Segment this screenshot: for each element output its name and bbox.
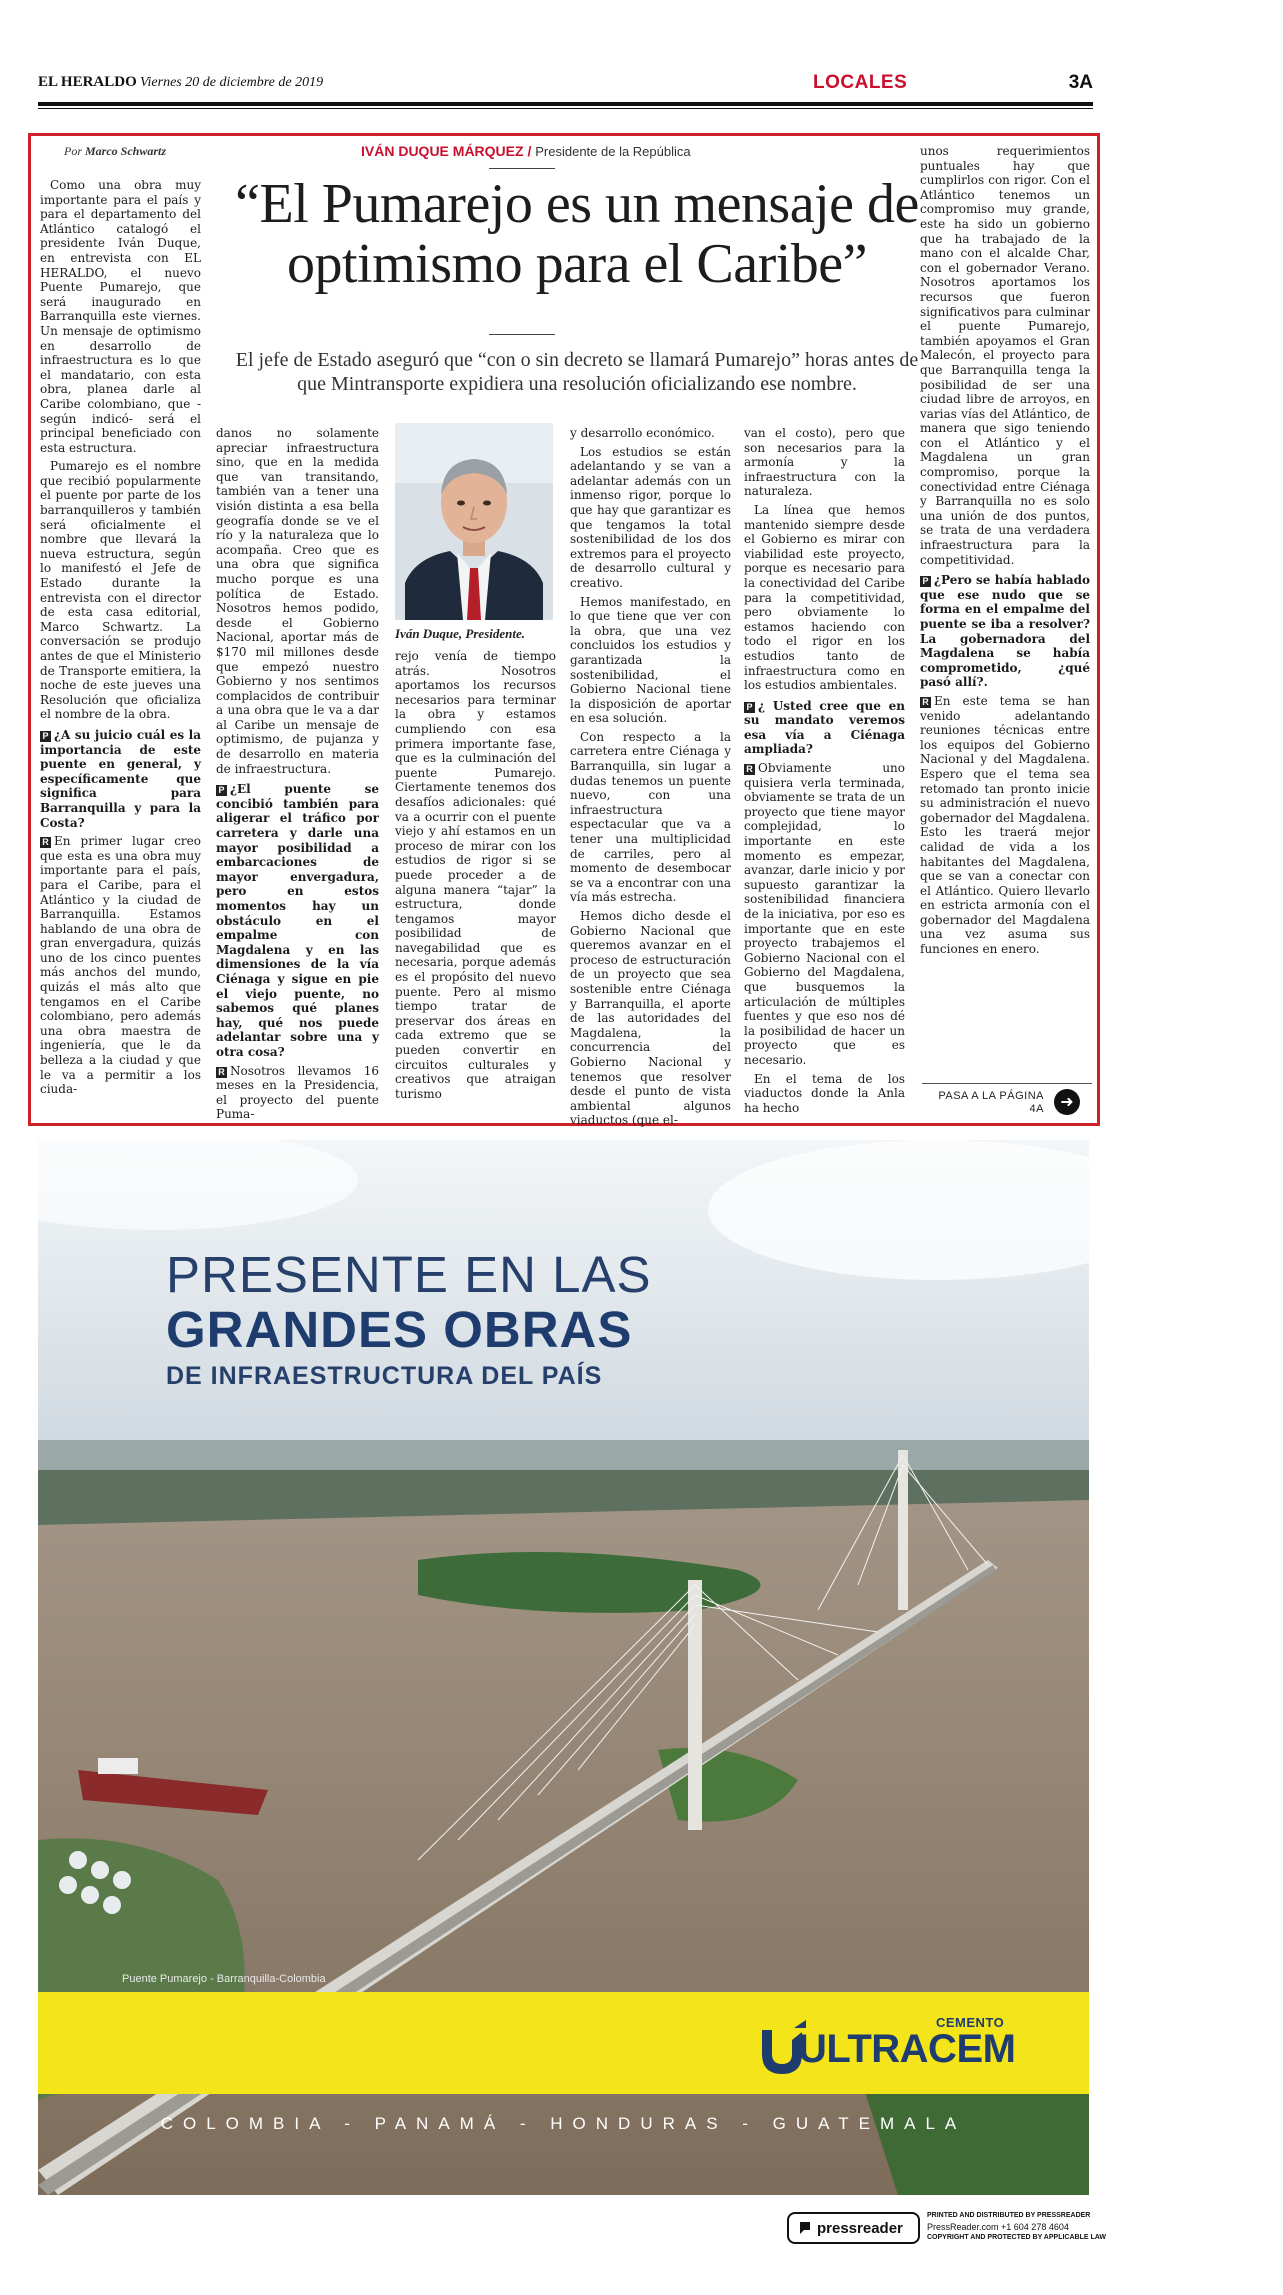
paragraph-text: La línea que hemos mantenido siempre desde el Gobierno es mirar con viabilidad este proyecto, porque es necesario para la conectividad del Caribe para la competitividad, pero obviamente lo estamos haciendo con todo el rigor en los estudios tanto de infraestructura como en los estudios ambientales.: [744, 502, 905, 693]
paragraph-text: Hemos dicho desde el Gobierno Nacional que queremos avanzar en el proceso de estructuración de un proyecto que sea sostenible entre Ciénaga y Barranquilla, el aporte de las autoridades del Magdalena, la concurrencia del Gobierno Nacional y tenemos que resolver desde el punto de vista ambiental algunos viaductos (que el-: [570, 909, 731, 1128]
paragraph-text: Pumarejo es el nombre que recibió popularmente el puente por parte de los barranquilleros y también será oficialmente el nombre que llevará la nueva estructura, según lo manifestó el Jefe de Estado durante la entrevista con el director de esta casa editorial, Marco Schwartz. La conversación se produjo antes de que el Ministerio de Transporte emitiera, la noche de este jueves una Resolución que oficializa el nombre de la obra.: [40, 459, 201, 722]
pressreader-line-3: COPYRIGHT AND PROTECTED BY APPLICABLE LAW: [927, 2234, 1107, 2241]
interview-question: [920, 573, 1090, 690]
portrait-photo: [395, 423, 553, 620]
article-paragraph: [570, 445, 731, 591]
article-column-2: [216, 426, 379, 1122]
article-paragraph: [570, 909, 731, 1128]
pressreader-brand: pressreader: [817, 2220, 903, 2237]
article-paragraph: [570, 595, 731, 726]
interview-question: [744, 699, 905, 757]
article-column-4: [570, 426, 731, 1128]
section-name: LOCALES: [813, 72, 908, 93]
article-paragraph: [216, 1064, 379, 1122]
masthead-rule-thin: [38, 108, 1093, 109]
article-paragraph: [40, 178, 201, 455]
kicker-separator: /: [527, 143, 532, 159]
headline-rule-bottom: [489, 334, 555, 335]
ad-headline-line-2: GRANDES OBRAS: [166, 1301, 633, 1358]
paragraph-text: Como una obra muy importante para el país y para el departamento del Atlántico catalogó el presidente Iván Duque, en entrevista con EL HERALDO, el nuevo Puente Pumarejo, que será inaugurado en Barranquilla este viernes. Un mensaje de optimismo en desarrollo de infraestructura es lo que el mandatario, con esta obra, planea darle al Caribe colombiano, que -según indicó- será el principal beneficiado con esta estructura.: [40, 178, 201, 455]
paragraph-text: Obviamente uno quisiera verla terminada, obviamente se trata de un proyecto que tiene mayor complejidad, lo importante en este momento es empezar, avanzar, darle inicio y por supuesto garantizar la sostenibilidad financiera de la iniciativa, por eso es importante que en este proyecto trabajemos el Gobierno Nacional con el Gobierno del Magdalena, que busquemos la articulación de múltiples fuentes y que eso nos dé la posibilidad de hacer un proyecto que es necesario.: [744, 761, 905, 1067]
article-paragraph: [920, 694, 1090, 957]
portrait-image: [395, 423, 553, 620]
pressreader-icon: [797, 2220, 813, 2236]
headline-rule-top: [489, 168, 555, 169]
article-paragraph: [40, 834, 201, 1097]
article-paragraph: [395, 649, 556, 1101]
pressreader-line-2: PressReader.com +1 604 278 4604: [927, 2222, 1069, 2232]
byline-prefix: Por: [64, 144, 82, 158]
kicker: [361, 143, 691, 159]
paragraph-text: unos requerimientos puntuales hay que cumplirlos con rigor. Con el Atlántico tenemos un compromiso muy grande, este ha sido un gobierno que ha trabajado de la mano con el alcalde Char, con el gobernador Verano. Nosotros aportamos los recursos que fueron significativos para culminar el puente Pumarejo, también apoyamos el Gran Malecón, el proyecto para que Barranquilla tenga la posibilidad de ser una ciudad libre de arroyos, en varias vías del Atlántico, de manera que sigo teniendo con el Atlántico y el Magdalena un gran compromiso, porque la conectividad entre Ciénaga y Barranquilla no es solo una unión de dos puntos, se trata de una verdadera infraestructura para la competitividad.: [920, 144, 1090, 567]
pressreader-line-1: PRINTED AND DISTRIBUTED BY PRESSREADER: [927, 2212, 1091, 2219]
question-marker: P: [216, 785, 227, 796]
arrow-right-icon: ➜: [1054, 1089, 1080, 1115]
question-marker: P: [920, 576, 931, 587]
article-paragraph: [40, 459, 201, 722]
pressreader-logo[interactable]: [787, 2212, 920, 2244]
article-column-6: [920, 144, 1090, 1079]
article-paragraph: [744, 503, 905, 693]
paragraph-text: En el tema de los viaductos donde la Anla ha hecho: [744, 1071, 905, 1115]
article-paragraph: [920, 144, 1090, 567]
ad-photo-caption: Puente Pumarejo - Barranquilla-Colombia: [122, 1973, 326, 1985]
article-paragraph: [216, 426, 379, 776]
jump-text: PASA A LA PÁGINA 4A: [938, 1090, 1044, 1115]
article-paragraph: [744, 426, 905, 499]
answer-marker: R: [744, 764, 755, 775]
paragraph-text: En primer lugar creo que esta es una obra muy importante para el país, para el Caribe, para el Atlántico y la ciudad de Barranquilla. Estamos hablando de una obra de gran envergadura, quizás uno de los cinco puentes más anchos del mundo, quizás el más alto que tengamos en el Caribe colombiano, pero además una obra maestra de ingeniería, que le da belleza a la ciudad y que le va a permitir a los ciuda-: [40, 834, 201, 1097]
issue-date: Viernes 20 de diciembre de 2019: [140, 75, 324, 90]
article-column-3: [395, 649, 556, 1118]
paragraph-text: Con respecto a la carretera entre Ciénaga y Barranquilla, sin lugar a dudas tenemos un puente nuevo, con una infraestructura espectacular que va a tener una multiplicidad de carriles, pero al momento de desembocar se va a encontrar con una vía más estrecha.: [570, 729, 731, 905]
masthead: [38, 72, 1093, 98]
article-paragraph: [744, 1072, 905, 1116]
paragraph-text: Hemos manifestado, en lo que tiene que ver con la obra, que una vez concluidos los estudios y garantizada la sostenibilidad, el Gobierno Nacional tiene la disposición de aportar en esa solución.: [570, 594, 731, 726]
paragraph-text: Nosotros llevamos 16 meses en la Presidencia, el proyecto del puente Puma-: [216, 1063, 379, 1122]
pressreader-footer: [787, 2210, 1107, 2250]
paragraph-text: ¿ Usted cree que en su mandato veremos esa vía a Ciénaga ampliada?: [744, 698, 905, 757]
paragraph-text: Los estudios se están adelantando y se van a adelantar además con un inmenso rigor, porque lo que hay que garantizar es que tengamos la total sostenibilidad de los dos extremos para el proyecto de desarrollo cultural y creativo.: [570, 444, 731, 590]
headline: “El Pumarejo es un mensaje de optimismo para el Caribe”: [235, 173, 919, 295]
paragraph-text: rejo venía de tiempo atrás. Nosotros aportamos los recursos necesarios para terminar la obra y estamos cumpliendo con esa primera importante fase, que es la culminación del puente Pumarejo. Ciertamente tenemos dos desafíos adicionales: qué va a ocurrir con el puente viejo y ahí estamos en un proceso de mirar con los estudios de rigor si se puede proceder a de alguna manera “tajar” la estructura, donde tengamos mayor posibilidad de navegabilidad que es necesaria, porque además es el propósito del nuevo puente. Pero al mismo tiempo tratar de preservar dos áreas en cada extremo que se pueden convertir en circuitos culturales y creativos que atraigan turismo: [395, 649, 556, 1101]
ad-countries: COLOMBIA - PANAMÁ - HONDURAS - GUATEMALA: [160, 2114, 967, 2133]
article-column-1: [40, 178, 201, 1118]
jump-link[interactable]: [922, 1083, 1092, 1118]
article-column-5: [744, 426, 905, 1118]
paragraph-text: ¿Pero se había hablado que ese nudo que se forma en el empalme del puente se iba a resolver? La gobernadora del Magdalena se había comprometido, ¿qué pasó allí?.: [920, 573, 1090, 690]
article-paragraph: [744, 761, 905, 1067]
ad-logo: ULTRACEM: [798, 2027, 1016, 2071]
advertisement: [38, 1140, 1089, 2195]
masthead-rule: [38, 102, 1093, 106]
answer-marker: R: [920, 697, 931, 708]
interview-question: [216, 782, 379, 1059]
paragraph-text: y desarrollo económico.: [570, 426, 715, 440]
question-marker: P: [744, 702, 755, 713]
paragraph-text: danos no solamente apreciar infraestructura sino, que en la medida que van transitando, también van a tener una visión distinta a esa bella geografía donde se ve el río y la naturaleza que lo acompaña. Creo que es una obra que significa mucho porque es una política de Estado. Nosotros hemos podido, desde el Gobierno Nacional, aportar más de $170 mil millones desde que empezó nuestro Gobierno y nos sentimos complacidos de contribuir a una obra que le va a dar al Caribe un mensaje de optimismo, de pujanza y de desarrollo en materia de infraestructura.: [216, 426, 379, 776]
paragraph-text: van el costo), pero que son necesarios para la armonía y la infraestructura con la naturaleza.: [744, 426, 905, 499]
article-paragraph: [570, 426, 731, 441]
interview-question: [40, 728, 201, 830]
deck: El jefe de Estado aseguró que “con o sin decreto se llamará Pumarejo” horas antes de que Mintransporte expidiera una resolución oficializando ese nombre.: [235, 349, 919, 395]
photo-caption: Iván Duque, Presidente.: [395, 626, 525, 641]
question-marker: P: [40, 731, 51, 742]
byline-author: Marco Schwartz: [85, 144, 167, 158]
kicker-name: IVÁN DUQUE MÁRQUEZ: [361, 143, 524, 159]
paragraph-text: ¿El puente se concibió también para aligerar el tráfico por carretera y darle una mayor posibilidad a embarcaciones de mayor envergadura, pero en estos momentos hay un obstáculo en el empalme con Magdalena y en las dimensiones de la vía Ciénaga y sigue en pie el viejo puente, no sabemos qué planes hay, qué nos puede adelantar sobre una y otra cosa?: [216, 782, 379, 1059]
article-paragraph: [570, 730, 731, 905]
page-number: 3A: [1068, 72, 1093, 93]
ad-headline-line-1: PRESENTE EN LAS: [166, 1246, 652, 1303]
ad-logo-subtitle: CEMENTO: [936, 2015, 1005, 2030]
article-box: [28, 133, 1100, 1126]
ad-headline-line-3: DE INFRAESTRUCTURA DEL PAÍS: [166, 1362, 603, 1390]
answer-marker: R: [216, 1067, 227, 1078]
byline: [64, 144, 166, 159]
paragraph-text: ¿A su juicio cuál es la importancia de este puente en general, y específicamente que significa para Barranquilla y para la Costa?: [40, 727, 201, 830]
kicker-role: Presidente de la República: [535, 144, 691, 159]
paragraph-text: En este tema se han venido adelantando reuniones técnicas entre los equipos del Gobierno Nacional y del Magdalena. Espero que el tema sea retomado tan pronto inicie su administración el nuevo gobernador del Magdalena. Esto les traerá mejor calidad de vida a los habitantes del Magdalena, que se van a conectar con el Atlántico. Quiero llevarlo en estricta armonía con el gobernador del Magdalena una vez asuma sus funciones en enero.: [920, 693, 1090, 957]
newspaper-name: EL HERALDO: [38, 74, 137, 90]
answer-marker: R: [40, 837, 51, 848]
